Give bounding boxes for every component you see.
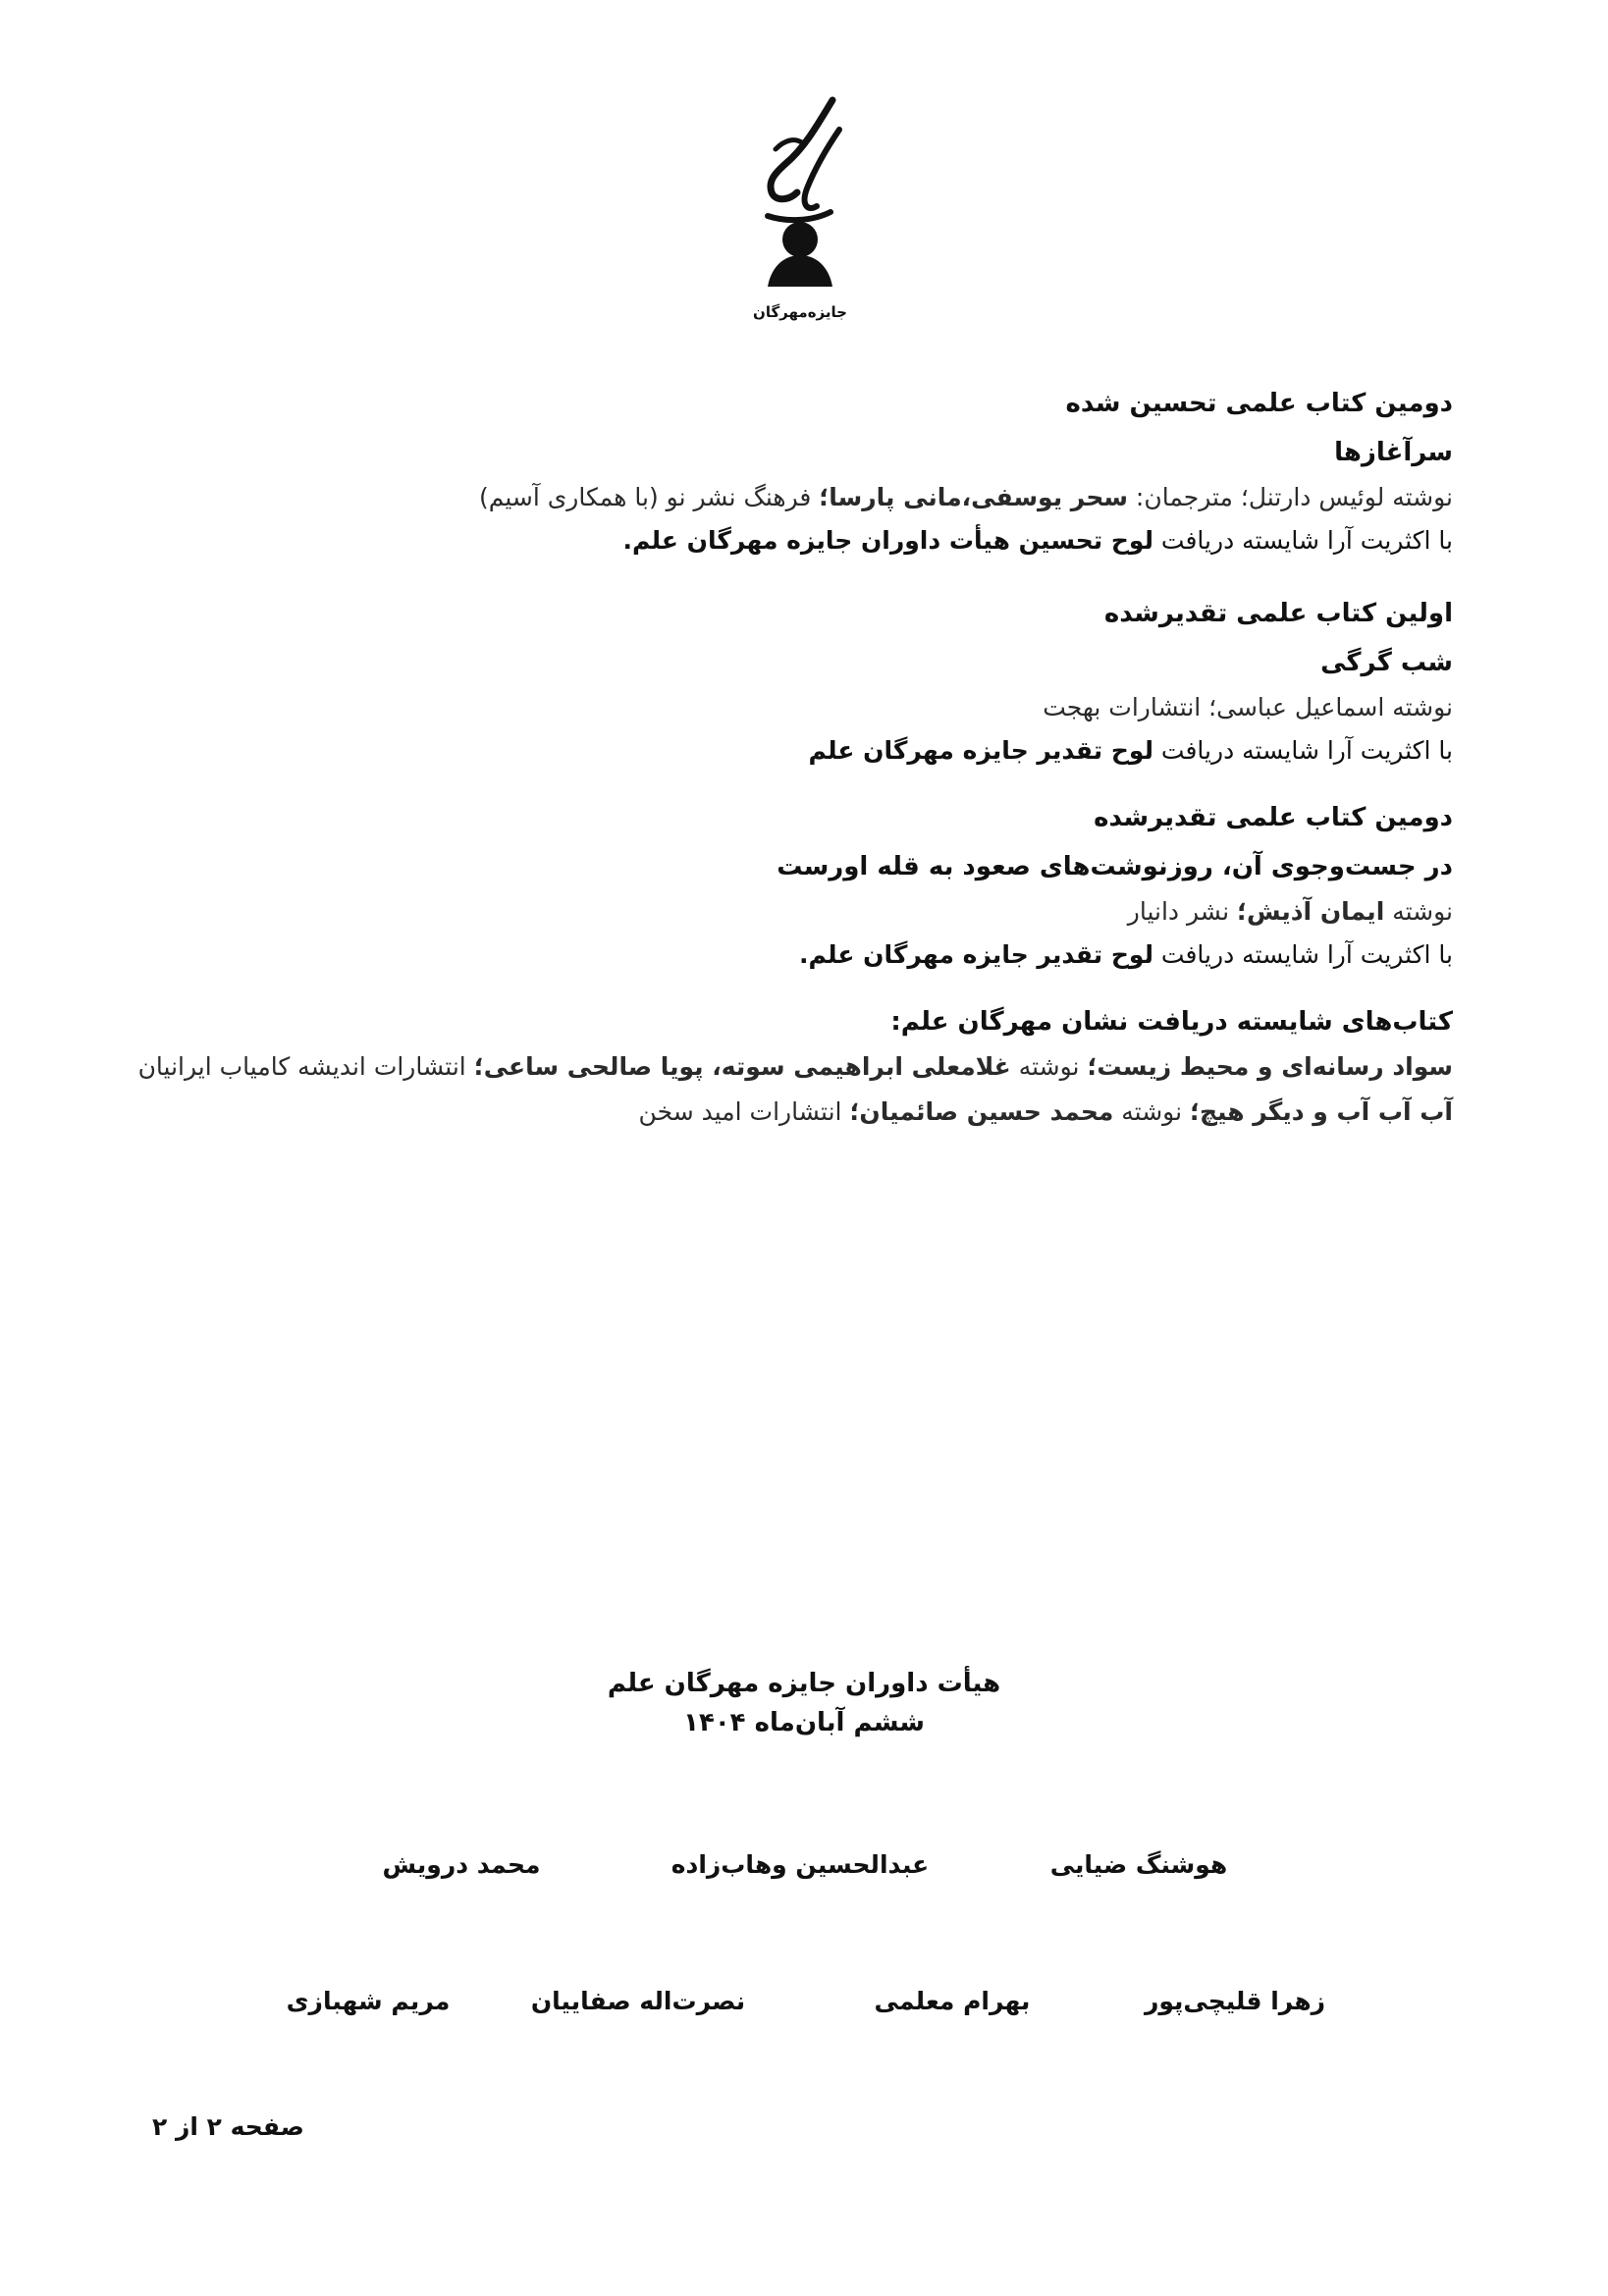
item-authors: محمد حسین صائمیان؛ bbox=[849, 1097, 1114, 1126]
awards-content bbox=[137, 387, 1453, 1162]
section-heading: دومین کتاب علمی تقدیرشده bbox=[1094, 803, 1453, 832]
item-authors: غلامعلی ابراهیمی سوته، پویا صالحی ساعی؛ bbox=[473, 1052, 1011, 1081]
info-text: نوشته اسماعیل عباسی؛ انتشارات بهجت bbox=[1043, 693, 1453, 721]
book-info bbox=[147, 691, 1453, 724]
book-info bbox=[147, 895, 1453, 929]
verdict bbox=[147, 524, 1453, 558]
award-section bbox=[147, 597, 1453, 768]
judge-name: محمد درویش bbox=[382, 1850, 541, 1879]
judge-name: مریم شهبازی bbox=[286, 1987, 451, 2015]
judge-name: زهرا قلیچی‌پور bbox=[1144, 1987, 1326, 2015]
verdict-award: لوح تقدیر جایزه مهرگان علم. bbox=[799, 940, 1153, 969]
verdict-award: لوح تحسین هیأت داوران جایزه مهرگان علم. bbox=[622, 526, 1153, 555]
info-bold-text: سحر یوسفی،مانی پارسا؛ bbox=[819, 483, 1128, 511]
book-title: شب گرگی bbox=[1320, 648, 1453, 677]
item-publisher: انتشارات اندیشه کامیاب ایرانیان bbox=[137, 1052, 474, 1081]
verdict-award: لوح تقدیر جایزه مهرگان علم bbox=[808, 736, 1153, 765]
item-title: آب آب آب و دیگر هیچ؛ bbox=[1190, 1097, 1453, 1126]
list-item bbox=[137, 1050, 1453, 1084]
item-text: نوشته bbox=[1010, 1052, 1088, 1081]
book-title: سرآغازها bbox=[1334, 438, 1453, 467]
award-section bbox=[147, 801, 1453, 972]
verdict-text: با اکثریت آرا شایسته دریافت bbox=[1152, 736, 1453, 765]
badge-section bbox=[137, 1005, 1453, 1129]
list-item bbox=[147, 1095, 1453, 1129]
signoff bbox=[0, 1664, 1608, 1742]
info-suffix-text: نشر دانیار bbox=[1127, 897, 1237, 926]
logo bbox=[746, 90, 854, 326]
judge-name: بهرام معلمی bbox=[874, 1987, 1031, 2015]
item-title: سواد رسانه‌ای و محیط زیست؛ bbox=[1087, 1052, 1453, 1081]
book-title: در جست‌وجوی آن، روزنوشت‌های صعود به قله اورست bbox=[777, 852, 1453, 881]
mehregan-award-logo-icon bbox=[746, 90, 854, 301]
item-text: نوشته bbox=[1113, 1097, 1190, 1126]
verdict bbox=[147, 938, 1453, 972]
judge-name: نصرت‌اله صفاییان bbox=[530, 1987, 746, 2015]
page-number: صفحه ۲ از ۲ bbox=[152, 2112, 304, 2141]
section-heading: کتاب‌های شایسته دریافت نشان مهرگان علم: bbox=[890, 1007, 1453, 1037]
award-section bbox=[147, 387, 1453, 558]
logo-caption: جایزه‌مهرگان bbox=[753, 303, 847, 321]
jury-title: هیأت داوران جایزه مهرگان علم bbox=[607, 1669, 1001, 1698]
judge-name: هوشنگ ضیایی bbox=[1049, 1850, 1228, 1879]
verdict-text: با اکثریت آرا شایسته دریافت bbox=[1152, 526, 1453, 555]
info-suffix-text: فرهنگ نشر نو (با همکاری آسیم) bbox=[478, 483, 820, 511]
section-heading: اولین کتاب علمی تقدیرشده bbox=[1103, 599, 1453, 628]
signoff-date: ششم آبان‌ماه ۱۴۰۴ bbox=[683, 1708, 925, 1737]
book-info bbox=[147, 481, 1453, 514]
item-publisher: انتشارات امید سخن bbox=[638, 1097, 850, 1126]
judge-name: عبدالحسین وهاب‌زاده bbox=[670, 1850, 930, 1879]
info-text: نوشته bbox=[1384, 897, 1453, 926]
verdict-text: با اکثریت آرا شایسته دریافت bbox=[1152, 940, 1453, 969]
info-text: نوشته لوئیس دارتنل؛ مترجمان: bbox=[1127, 483, 1453, 511]
section-heading: دومین کتاب علمی تحسین شده bbox=[1065, 389, 1453, 418]
info-bold-text: ایمان آذیش؛ bbox=[1237, 897, 1385, 926]
verdict bbox=[147, 734, 1453, 768]
